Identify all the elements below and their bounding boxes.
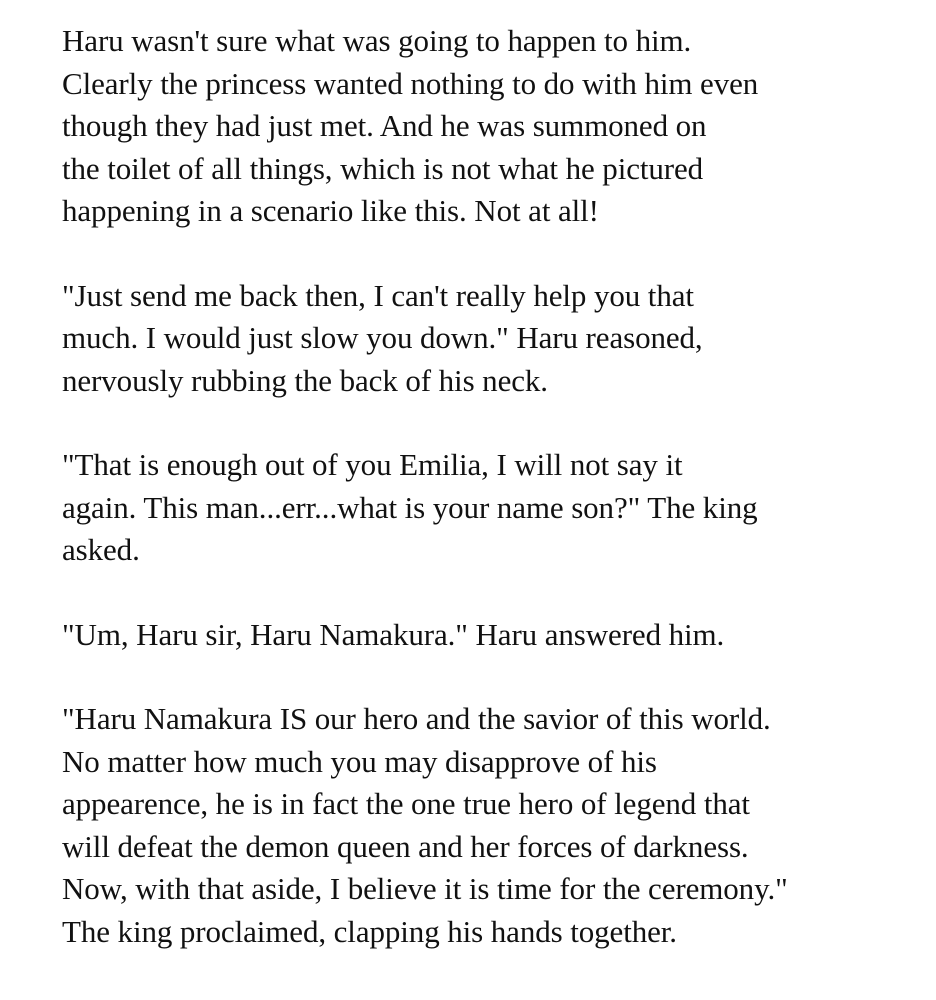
text-line: "Um, Haru sir, Haru Namakura." Haru answered him. [62,616,725,652]
text-line: "That is enough out of you Emilia, I will not say it [62,447,683,482]
text-line: No matter how much you may disapprove of his [62,743,657,779]
paragraph-5 [62,698,922,953]
story-page [62,20,922,995]
text-line: much. I would just slow you down." Haru reasoned, [62,320,703,355]
paragraph-1 [62,20,922,233]
text-line: Haru wasn't sure what was going to happen to him. [62,23,692,58]
paragraph-3 [62,444,922,572]
text-line: happening in a scenario like this. Not at all! [62,193,599,228]
paragraph-2 [62,275,922,403]
text-line: "Haru Namakura IS our hero and the savior of this world. [62,701,771,736]
text-line: asked. [62,532,140,567]
text-line: Now, with that aside, I believe it is time for the ceremony." [62,871,788,906]
text-line: The king proclaimed, clapping his hands together. [62,913,677,949]
text-line: will defeat the demon queen and her forces of darkness. [62,828,749,864]
text-line: nervously rubbing the back of his neck. [62,362,548,398]
text-line: again. This man...err...what is your name son?" The king [62,489,758,525]
text-line: "Just send me back then, I can't really help you that [62,277,694,313]
text-line: appearence, he is in fact the one true hero of legend that [62,786,750,821]
text-line: Clearly the princess wanted nothing to do with him even [62,65,759,101]
paragraph-4 [62,614,922,657]
text-line: though they had just met. And he was summoned on [62,108,707,143]
text-line: the toilet of all things, which is not what he pictured [62,150,704,186]
